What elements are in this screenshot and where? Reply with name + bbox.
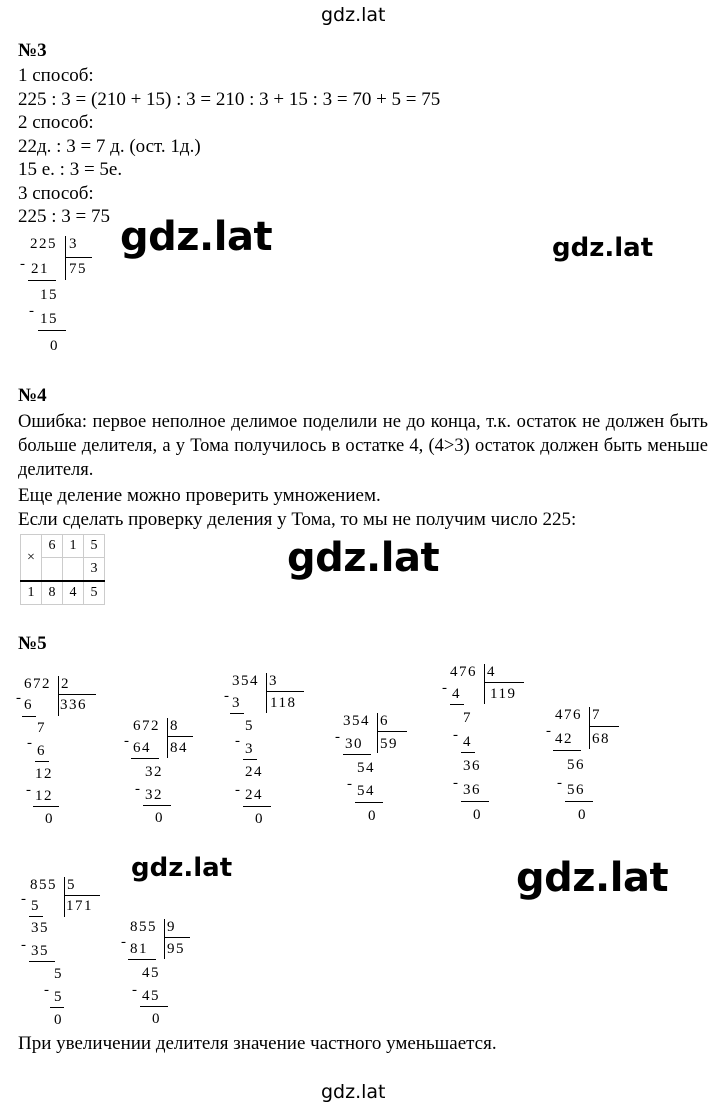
watermark: gdz.lat <box>552 233 654 263</box>
task3-line: 225 : 3 = (210 + 15) : 3 = 210 : 3 + 15 : 3 = 70 + 5 = 75 <box>18 89 441 110</box>
step: 0 <box>54 1012 63 1028</box>
dividend: 476 <box>555 707 582 723</box>
watermark: gdz.lat <box>516 855 669 901</box>
step: 0 <box>45 811 54 827</box>
task3-line: 225 : 3 = 75 <box>18 206 110 227</box>
watermark: gdz.lat <box>287 535 440 581</box>
step: 45 <box>142 988 160 1004</box>
divisor: 5 <box>67 877 76 893</box>
digit: 5 <box>84 581 105 605</box>
dividend: 354 <box>232 673 259 689</box>
step: 0 <box>50 338 59 354</box>
step: 24 <box>245 787 263 803</box>
task5-heading: №5 <box>18 633 47 654</box>
task3-line: 3 способ: <box>18 183 94 204</box>
digit: 3 <box>84 558 105 582</box>
digit: 4 <box>63 581 84 605</box>
divisor: 9 <box>167 919 176 935</box>
quotient: 84 <box>170 740 188 756</box>
dividend: 855 <box>130 919 157 935</box>
step: 0 <box>368 808 377 824</box>
quotient: 75 <box>69 261 87 277</box>
dividend: 672 <box>133 718 160 734</box>
quotient: 59 <box>380 736 398 752</box>
step: 0 <box>152 1011 161 1027</box>
quotient: 171 <box>66 898 93 914</box>
dividend: 855 <box>30 877 57 893</box>
step: 0 <box>155 810 164 826</box>
step: 12 <box>35 766 53 782</box>
divisor: 3 <box>69 236 78 252</box>
task4-paragraph: Ошибка: первое неполное делимое поделили не до конца, т.к. остаток не должен быть больше делителя, а у Тома получилось в остатке 4, (4>3) остаток должен быть меньше делителя. <box>18 412 708 480</box>
step: 35 <box>31 920 49 936</box>
digit: 1 <box>63 535 84 558</box>
step: 7 <box>37 720 46 736</box>
divisor: 8 <box>170 718 179 734</box>
step: 4 <box>463 734 472 750</box>
step: 21 <box>31 261 49 277</box>
task4-line: Еще деление можно проверить умножением. <box>18 485 381 506</box>
step: 6 <box>24 697 33 713</box>
divisor: 4 <box>487 664 496 680</box>
task3-heading: №3 <box>18 40 47 61</box>
step: 5 <box>54 966 63 982</box>
step: 3 <box>232 695 241 711</box>
step: 56 <box>567 757 585 773</box>
step: 0 <box>578 807 587 823</box>
task4-line: Если сделать проверку деления у Тома, то мы не получим число 225: <box>18 509 577 530</box>
dividend: 225 <box>30 236 57 252</box>
step: 5 <box>31 898 40 914</box>
step: 54 <box>357 760 375 776</box>
divisor: 6 <box>380 713 389 729</box>
quotient: 95 <box>167 941 185 957</box>
watermark: gdz.lat <box>131 853 233 883</box>
step: 3 <box>245 741 254 757</box>
step: 15 <box>40 287 58 303</box>
task3-line: 2 способ: <box>18 112 94 133</box>
step: 0 <box>473 807 482 823</box>
dividend: 354 <box>343 713 370 729</box>
step: 30 <box>345 736 363 752</box>
step: 32 <box>145 787 163 803</box>
step: 81 <box>130 941 148 957</box>
divisor: 7 <box>592 707 601 723</box>
step: 54 <box>357 783 375 799</box>
task3-line: 22д. : 3 = 7 д. (ост. 1д.) <box>18 136 201 157</box>
step: 36 <box>463 758 481 774</box>
task4-heading: №4 <box>18 385 47 406</box>
digit: 8 <box>42 581 63 605</box>
divisor: 2 <box>61 676 70 692</box>
quotient: 336 <box>60 697 87 713</box>
step: 15 <box>40 311 58 327</box>
step: 4 <box>452 686 461 702</box>
step: 64 <box>133 740 151 756</box>
step: 7 <box>463 710 472 726</box>
step: 56 <box>567 782 585 798</box>
dividend: 476 <box>450 664 477 680</box>
step: 12 <box>35 788 53 804</box>
divisor: 3 <box>269 673 278 689</box>
digit: 5 <box>84 535 105 558</box>
step: 36 <box>463 782 481 798</box>
step: 45 <box>142 965 160 981</box>
step: 5 <box>54 989 63 1005</box>
dividend: 672 <box>24 676 51 692</box>
quotient: 68 <box>592 731 610 747</box>
watermark: gdz.lat <box>120 214 273 260</box>
step: 6 <box>37 743 46 759</box>
step: 0 <box>255 811 264 827</box>
multiplication-check <box>20 534 105 605</box>
step: 5 <box>245 718 254 734</box>
watermark-top: gdz.lat <box>321 4 386 26</box>
digit: 1 <box>21 581 42 605</box>
step: 32 <box>145 764 163 780</box>
task3-line: 1 способ: <box>18 65 94 86</box>
task3-line: 15 е. : 3 = 5е. <box>18 159 123 180</box>
step: 35 <box>31 943 49 959</box>
quotient: 119 <box>490 686 517 702</box>
digit: 6 <box>42 535 63 558</box>
step: 42 <box>555 731 573 747</box>
step: 24 <box>245 764 263 780</box>
watermark-bottom: gdz.lat <box>321 1081 386 1103</box>
quotient: 118 <box>270 695 297 711</box>
task5-conclusion: При увеличении делителя значение частного уменьшается. <box>18 1033 497 1054</box>
multiply-sign: × <box>21 535 42 582</box>
